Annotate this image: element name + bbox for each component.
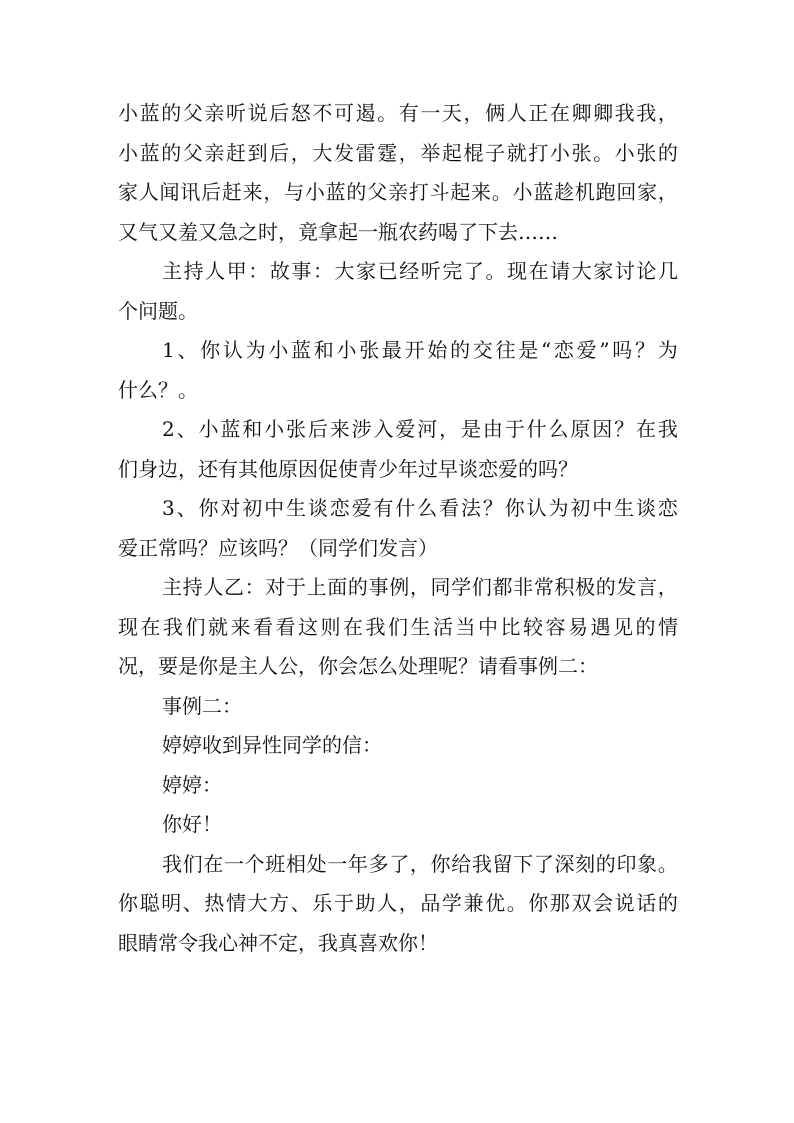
text-line: 婷婷： [162, 772, 222, 797]
text-line: 主 持 人 甲 ： 故 事 ： 大 家 已 经 听 完 了 。 现 在 请 大 家 讨 论 几 [162, 259, 678, 283]
text-line: 你 聪 明 、 热 情 大 方 、 乐 于 助 人 ， 品 学 兼 优 。 你 那 双 会 说 话 的 [118, 891, 678, 915]
text-line: 婷婷收到异性同学的信： [162, 733, 382, 757]
text-line: 况，要是你是主人公，你会怎么处理呢？请看事例二： [118, 654, 598, 678]
document-page [118, 94, 678, 963]
text-line: 1 、 你 认 为 小 蓝 和 小 张 最 开 始 的 交 往 是 “ 恋 爱 ” 吗 ？ 为 [162, 338, 678, 362]
text-line: 什么？。 [118, 377, 198, 402]
text-line: 们身边，还有其他原因促使青少年过早谈恋爱的吗？ [118, 456, 578, 481]
text-line: 你好！ [162, 812, 222, 836]
text-line: 小 蓝 的 父 亲 赶 到 后 ， 大 发 雷 霆 ， 举 起 棍 子 就 打 小 张 。 小 张 的 [118, 140, 678, 165]
text-line: 我 们 在 一 个 班 相 处 一 年 多 了 ， 你 给 我 留 下 了 深 刻 的 印 象 。 [162, 851, 678, 876]
text-line: 爱正常吗？应该吗？（同学们发言） [118, 535, 438, 560]
text-line: 现 在 我 们 就 来 看 看 这 则 在 我 们 生 活 当 中 比 较 容 易 遇 见 的 情 [118, 614, 678, 639]
text-line: 又气又羞又急之时，竟拿起一瓶农药喝了下去…… [118, 219, 558, 244]
text-line: 眼睛常令我心神不定，我真喜欢你！ [118, 930, 438, 955]
text-line: 事例二： [162, 693, 242, 718]
text-line: 小 蓝 的 父 亲 听 说 后 怒 不 可 遏 。 有 一 天 ， 俩 人 正 在 卿 卿 我 我 ， [118, 101, 678, 125]
text-line: 家 人 闻 讯 后 赶 来 ， 与 小 蓝 的 父 亲 打 斗 起 来 。 小 蓝 趁 机 跑 回 家 ， [118, 180, 678, 204]
text-line: 个问题。 [118, 298, 198, 323]
text-line: 主 持 人 乙 ： 对 于 上 面 的 事 例 ， 同 学 们 都 非 常 积 极 的 发 言 ， [162, 575, 678, 599]
text-line: 2 、 小 蓝 和 小 张 后 来 涉 入 爱 河 ， 是 由 于 什 么 原 因 ？ 在 我 [162, 417, 678, 441]
text-line: 3 、 你 对 初 中 生 谈 恋 爱 有 什 么 看 法 ？ 你 认 为 初 中 生 谈 恋 [162, 496, 678, 520]
